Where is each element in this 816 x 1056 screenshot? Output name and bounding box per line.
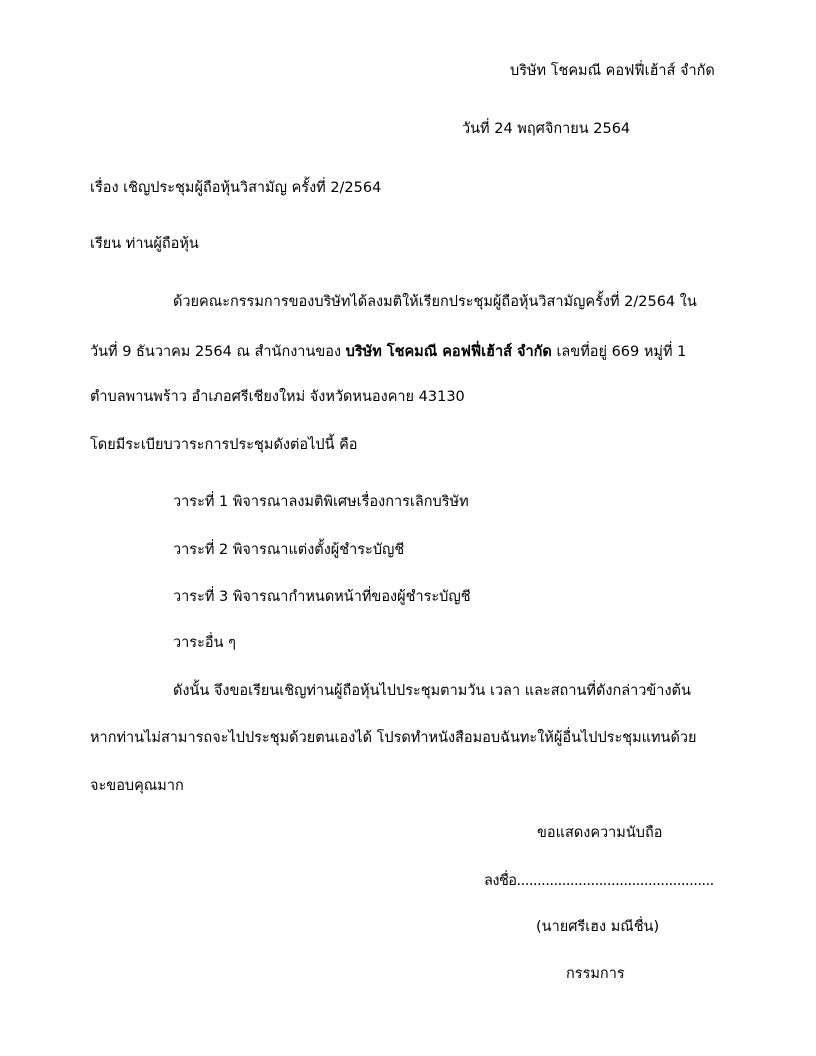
- closing-line-2: หากท่านไม่สามารถจะไปประชุมด้วยตนเองได้ โปรดทำหนังสือมอบฉันทะให้ผู้อื่นไปประชุมแทนด้วย: [90, 730, 697, 746]
- agenda-item: วาระที่ 3 พิจารณากำหนดหน้าที่ของผู้ชำระบัญชี: [173, 589, 471, 605]
- salutation: เรียน ท่านผู้ถือหุ้น: [90, 236, 199, 252]
- agenda-item: วาระที่ 2 พิจารณาแต่งตั้งผู้ชำระบัญชี: [173, 542, 405, 558]
- company-header: บริษัท โชคมณี คอฟฟี่เฮ้าส์ จำกัด: [510, 63, 715, 79]
- meeting-date-text: วันที่ 9 ธันวาคม 2564 ณ สำนักงานของ: [90, 344, 346, 360]
- signature-line: ลงชื่อ................................................: [484, 873, 714, 889]
- letter-date: วันที่ 24 พฤศจิกายน 2564: [462, 121, 631, 137]
- agenda-intro: โดยมีระเบียบวาระการประชุมดังต่อไปนี้ คือ: [90, 437, 358, 453]
- closing-line-1: ดังนั้น จึงขอเรียนเชิญท่านผู้ถือหุ้นไปประชุมตามวัน เวลา และสถานที่ดังกล่าวข้างต้น: [173, 683, 691, 699]
- agenda-item: วาระที่ 1 พิจารณาลงมติพิเศษเรื่องการเลิกบริษัท: [173, 494, 469, 510]
- signatory-title: กรรมการ: [566, 966, 625, 982]
- paragraph-1-line-3: ตำบลพานพร้าว อำเภอศรีเชียงใหม่ จังหวัดหนองคาย 43130: [90, 389, 465, 405]
- signatory-name: (นายศรีเฮง มณีชื่น): [536, 919, 660, 935]
- closing-line-3: จะขอบคุณมาก: [90, 778, 184, 794]
- signature-regards: ขอแสดงความนับถือ: [537, 825, 663, 841]
- paragraph-1-line-2: [90, 342, 686, 362]
- address-number-text: เลขที่อยู่ 669 หมู่ที่ 1: [551, 344, 687, 360]
- paragraph-1-line-1: ด้วยคณะกรรมการของบริษัทได้ลงมติให้เรียกประชุมผู้ถือหุ้นวิสามัญครั้งที่ 2/2564 ใน: [173, 294, 697, 310]
- agenda-item: วาระอื่น ๆ: [173, 635, 236, 651]
- subject-line: เรื่อง เชิญประชุมผู้ถือหุ้นวิสามัญ ครั้งที่ 2/2564: [90, 180, 382, 196]
- company-name-bold: บริษัท โชคมณี คอฟฟี่เฮ้าส์ จำกัด: [345, 344, 552, 360]
